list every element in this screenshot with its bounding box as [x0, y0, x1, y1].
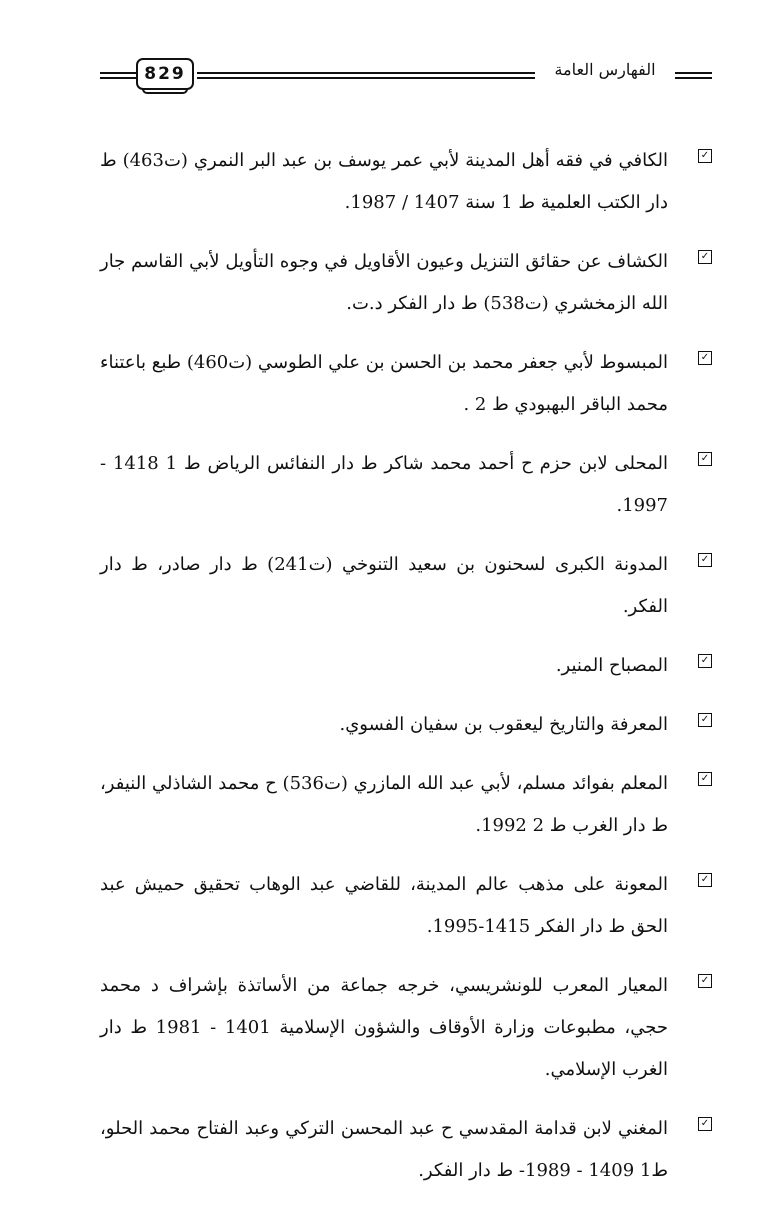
checkbox-bullet-icon: ✓: [698, 553, 712, 567]
entry-text: المصباح المنير.: [555, 655, 668, 676]
bibliography-entry: [100, 241, 712, 325]
checkbox-bullet-icon: ✓: [698, 149, 712, 163]
page-number: 829: [136, 58, 194, 90]
bibliography-entry: [100, 443, 712, 527]
bibliography-entry: [100, 864, 712, 948]
entry-text: الكافي في فقه أهل المدينة لأبي عمر يوسف بن عبد البر النمري (ت463) ط دار الكتب العلمية ط 1 سنة 1407 / 1987.: [100, 150, 669, 213]
header-rule-right: [675, 72, 712, 79]
entry-text: المغني لابن قدامة المقدسي ح عبد المحسن التركي وعبد الفتاح محمد الحلو، ط1 1409 - 1989- ط دار الفكر.: [100, 1118, 668, 1181]
checkbox-bullet-icon: ✓: [698, 772, 712, 786]
entry-text: المعونة على مذهب عالم المدينة، للقاضي عبد الوهاب تحقيق حميش عبد الحق ط دار الفكر 1415-1995.: [100, 874, 668, 937]
entry-text: المدونة الكبرى لسحنون بن سعيد التنوخي (ت241) ط دار صادر، ط دار الفكر.: [100, 554, 668, 617]
header-rule-left: [100, 72, 136, 79]
bibliography-entry: [100, 342, 712, 426]
bibliography-entry: [100, 1108, 712, 1192]
entry-text: المبسوط لأبي جعفر محمد بن الحسن بن علي الطوسي (ت460) طبع باعتناء محمد الباقر البهبودي ط 2 .: [100, 352, 668, 415]
entry-text: المعيار المعرب للونشريسي، خرجه جماعة من الأساتذة بإشراف د محمد حجي، مطبوعات وزارة الأوقاف والشؤون الإسلامية 1401 - 1981 ط دار الغرب الإسلامي.: [100, 975, 668, 1080]
bibliography-entry: [100, 544, 712, 628]
checkbox-bullet-icon: ✓: [698, 873, 712, 887]
checkbox-bullet-icon: ✓: [698, 351, 712, 365]
entry-text: المحلى لابن حزم ح أحمد محمد شاكر ط دار النفائس الرياض ط 1 1418 - 1997.: [100, 453, 668, 516]
checkbox-bullet-icon: ✓: [698, 654, 712, 668]
bibliography-entry: [100, 704, 712, 746]
entry-text: الكشاف عن حقائق التنزيل وعيون الأقاويل في وجوه التأويل لأبي القاسم جار الله الزمخشري (ت538) ط دار الفكر د.ت.: [100, 251, 668, 314]
header-rule-middle: [197, 72, 535, 79]
bibliography-entry: [100, 140, 712, 224]
entry-text: المعرفة والتاريخ ليعقوب بن سفيان الفسوي.: [339, 714, 668, 735]
checkbox-bullet-icon: ✓: [698, 1117, 712, 1131]
bibliography-list: [100, 140, 712, 1209]
bibliography-entry: [100, 763, 712, 847]
page-header: [100, 58, 712, 108]
bibliography-entry: [100, 965, 712, 1091]
running-title: الفهارس العامة: [554, 60, 656, 79]
checkbox-bullet-icon: ✓: [698, 250, 712, 264]
checkbox-bullet-icon: ✓: [698, 452, 712, 466]
entry-text: المعلم بفوائد مسلم، لأبي عبد الله المازري (ت536) ح محمد الشاذلي النيفر، ط دار الغرب ط 2 1992.: [100, 773, 668, 836]
checkbox-bullet-icon: ✓: [698, 713, 712, 727]
bibliography-entry: [100, 645, 712, 687]
checkbox-bullet-icon: ✓: [698, 974, 712, 988]
